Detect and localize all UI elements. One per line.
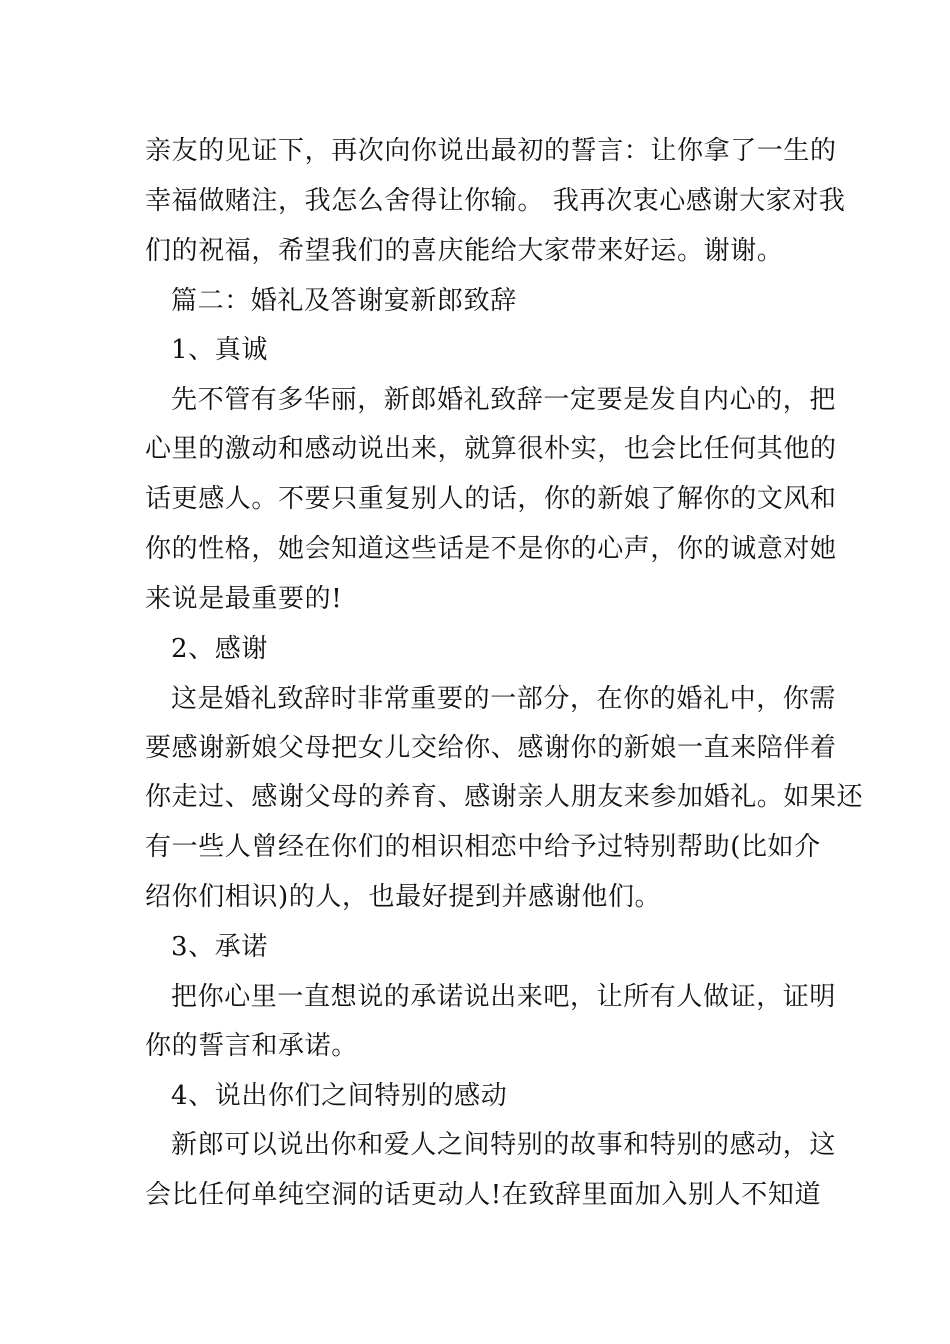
paragraph-line: 亲友的见证下，再次向你说出最初的誓言：让你拿了一生的 <box>145 136 837 166</box>
paragraph-line: 你的性格，她会知道这些话是不是你的心声，你的诚意对她 <box>145 534 837 564</box>
item-heading: 1、真诚 <box>171 335 268 365</box>
paragraph-line: 来说是最重要的! <box>145 584 343 614</box>
paragraph-line: 你的誓言和承诺。 <box>145 1031 358 1061</box>
paragraph-line: 这是婚礼致辞时非常重要的一部分，在你的婚礼中，你需 <box>171 684 837 714</box>
paragraph-line: 要感谢新娘父母把女儿交给你、感谢你的新娘一直来陪伴着 <box>145 733 837 763</box>
item-heading: 3、承诺 <box>171 932 268 962</box>
paragraph-line: 心里的激动和感动说出来，就算很朴实，也会比任何其他的 <box>145 434 837 464</box>
paragraph-line: 会比任何单纯空洞的话更动人!在致辞里面加入别人不知道 <box>145 1180 822 1210</box>
item-heading: 4、说出你们之间特别的感动 <box>171 1081 508 1111</box>
paragraph-line: 先不管有多华丽，新郎婚礼致辞一定要是发自内心的，把 <box>171 385 837 415</box>
paragraph-line: 们的祝福，希望我们的喜庆能给大家带来好运。谢谢。 <box>145 236 784 266</box>
section-heading: 篇二：婚礼及答谢宴新郎致辞 <box>171 286 517 316</box>
item-heading: 2、感谢 <box>171 634 268 664</box>
paragraph-line: 你走过、感谢父母的养育、感谢亲人朋友来参加婚礼。如果还 <box>145 782 864 812</box>
paragraph-line: 幸福做赌注，我怎么舍得让你输。 我再次衷心感谢大家对我 <box>145 186 846 216</box>
paragraph-line: 话更感人。不要只重复别人的话，你的新娘了解你的文风和 <box>145 484 837 514</box>
paragraph-line: 有一些人曾经在你们的相识相恋中给予过特别帮助(比如介 <box>145 832 821 862</box>
paragraph-line: 绍你们相识)的人，也最好提到并感谢他们。 <box>145 882 662 912</box>
paragraph-line: 把你心里一直想说的承诺说出来吧，让所有人做证，证明 <box>171 982 837 1012</box>
paragraph-line: 新郎可以说出你和爱人之间特别的故事和特别的感动，这 <box>171 1130 837 1160</box>
